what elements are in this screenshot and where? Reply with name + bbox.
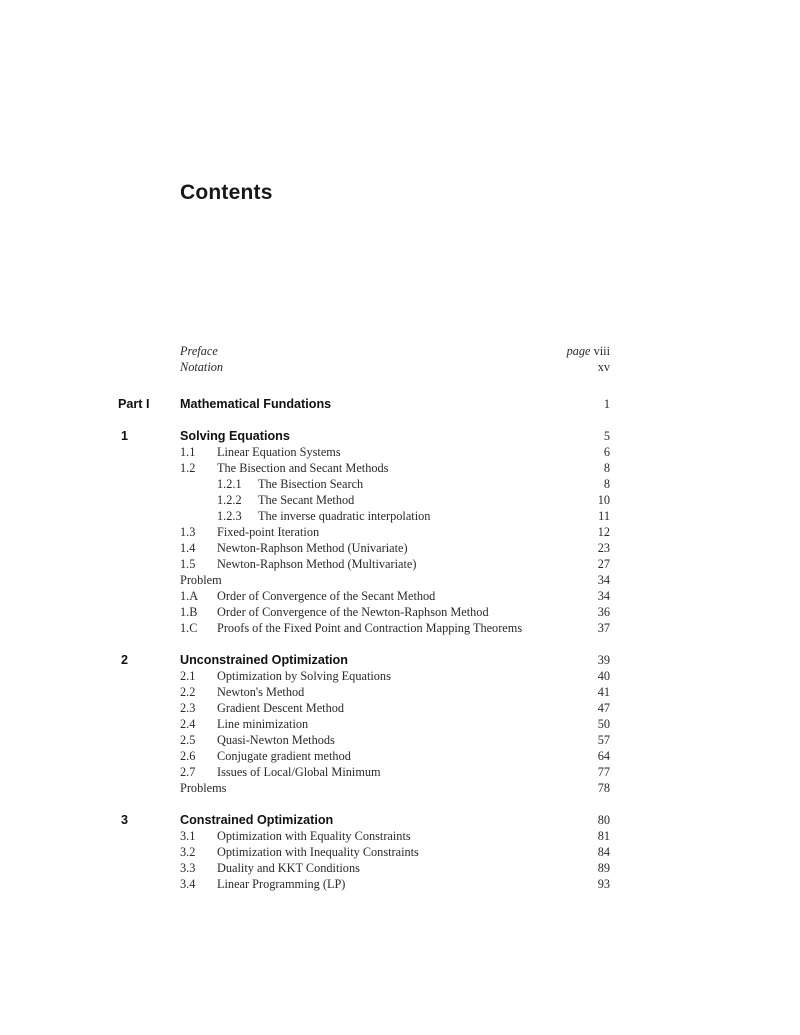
toc-section-row[interactable] xyxy=(118,556,610,572)
entry-label: Gradient Descent Method xyxy=(217,701,345,715)
page-number: 41 xyxy=(597,685,610,699)
entry-number: 1.B xyxy=(180,605,198,619)
toc-section-row[interactable] xyxy=(118,732,610,748)
page-number: 8 xyxy=(603,477,610,491)
page-number: 57 xyxy=(597,733,610,747)
toc-section-row[interactable] xyxy=(118,588,610,604)
chapter-title: Solving Equations xyxy=(180,429,290,443)
entry-label: Issues of Local/Global Minimum xyxy=(217,765,381,779)
entry-number: 3.2 xyxy=(180,845,196,859)
entry-label: Duality and KKT Conditions xyxy=(217,861,360,875)
page-number: 84 xyxy=(597,845,610,859)
toc-section-row[interactable] xyxy=(118,748,610,764)
toc-section-row[interactable] xyxy=(118,764,610,780)
entry-number: 2.7 xyxy=(180,765,196,779)
toc-part-row[interactable] xyxy=(118,396,610,412)
chapter-number: 1 xyxy=(121,429,129,443)
toc-section-row[interactable] xyxy=(118,700,610,716)
entry-label: Fixed-point Iteration xyxy=(217,525,320,539)
page-number: xv xyxy=(597,360,610,374)
part-label: Mathematical Fundations xyxy=(180,397,332,411)
entry-label: Line minimization xyxy=(217,717,309,731)
entry-label: The Bisection Search xyxy=(258,477,364,491)
page-number: 10 xyxy=(597,493,610,507)
toc-subsection-row[interactable] xyxy=(118,476,610,492)
page-number: 6 xyxy=(603,445,610,459)
toc-section-row[interactable] xyxy=(118,460,610,476)
entry-label: Newton-Raphson Method (Multivariate) xyxy=(217,557,417,571)
entry-number: 1.5 xyxy=(180,557,196,571)
entry-number: 1.2.2 xyxy=(217,493,242,507)
entry-label: Quasi-Newton Methods xyxy=(217,733,335,747)
page-number: 78 xyxy=(597,781,610,795)
page-number: 11 xyxy=(598,509,610,523)
entry-label: Optimization with Equality Constraints xyxy=(217,829,411,843)
chapter-title: Unconstrained Optimization xyxy=(180,653,348,667)
entry-label: The Bisection and Secant Methods xyxy=(217,461,389,475)
entry-label: Problem xyxy=(180,573,222,587)
front-matter-label: Preface xyxy=(180,344,218,358)
toc-subsection-row[interactable] xyxy=(118,492,610,508)
entry-number: 1.1 xyxy=(180,445,196,459)
entry-number: 2.4 xyxy=(180,717,196,731)
toc-chapter-row[interactable] xyxy=(118,428,610,444)
entry-label: Newton-Raphson Method (Univariate) xyxy=(217,541,408,555)
toc-section-row[interactable] xyxy=(118,620,610,636)
page-number: 77 xyxy=(597,765,610,779)
toc-section-row[interactable] xyxy=(118,860,610,876)
page-number: 36 xyxy=(597,605,610,619)
entry-number: 3.4 xyxy=(180,877,196,891)
toc-chapter-row[interactable] xyxy=(118,812,610,828)
chapter-title: Constrained Optimization xyxy=(180,813,334,827)
page-number: 81 xyxy=(597,829,610,843)
spacer-before-chapter xyxy=(118,412,610,428)
entry-number: 1.2 xyxy=(180,461,196,475)
entry-number: 1.4 xyxy=(180,541,196,555)
toc-section-row[interactable] xyxy=(118,444,610,460)
entry-label: The Secant Method xyxy=(258,493,355,507)
page-number: 27 xyxy=(597,557,610,571)
entry-label: Linear Programming (LP) xyxy=(217,877,346,891)
entry-label: Problems xyxy=(180,781,227,795)
front-matter-label: Notation xyxy=(180,360,224,374)
page-number: 89 xyxy=(597,861,610,875)
entry-label: Order of Convergence of the Newton-Raphson Method xyxy=(217,605,489,619)
toc-section-row[interactable] xyxy=(118,844,610,860)
toc-section-row[interactable] xyxy=(118,540,610,556)
entry-number: 1.2.1 xyxy=(217,477,242,491)
page-word-label: page xyxy=(566,344,594,358)
page-number: 1 xyxy=(603,397,610,411)
entry-number: 1.3 xyxy=(180,525,196,539)
page-number: 23 xyxy=(597,541,610,555)
entry-number: 3.1 xyxy=(180,829,196,843)
entry-label: Newton's Method xyxy=(217,685,305,699)
toc-subsection-row[interactable] xyxy=(118,508,610,524)
entry-number: 2.6 xyxy=(180,749,196,763)
page-number: 80 xyxy=(597,813,610,827)
toc-section-row[interactable] xyxy=(118,684,610,700)
page-number: 8 xyxy=(603,461,610,475)
chapter-number: 3 xyxy=(121,813,129,827)
entry-label: Conjugate gradient method xyxy=(217,749,351,763)
page-number: 37 xyxy=(597,621,610,635)
entry-label: Order of Convergence of the Secant Method xyxy=(217,589,436,603)
page-title: Contents xyxy=(180,181,273,204)
table-of-contents xyxy=(118,343,610,892)
toc-section-row[interactable] xyxy=(118,668,610,684)
toc-chapter-row[interactable] xyxy=(118,652,610,668)
toc-problem-row[interactable] xyxy=(118,572,610,588)
toc-section-row[interactable] xyxy=(118,524,610,540)
page-number: 93 xyxy=(597,877,610,891)
toc-section-row[interactable] xyxy=(118,828,610,844)
page-number: 47 xyxy=(597,701,610,715)
toc-section-row[interactable] xyxy=(118,876,610,892)
entry-label: Proofs of the Fixed Point and Contraction Mapping Theorems xyxy=(217,621,523,635)
page-number: 40 xyxy=(597,669,610,683)
spacer-before-part xyxy=(118,375,610,396)
page-number: page viii xyxy=(566,344,610,358)
entry-number: 1.C xyxy=(180,621,198,635)
spacer-before-chapter xyxy=(118,636,610,652)
entry-label: Optimization with Inequality Constraints xyxy=(217,845,419,859)
entry-number: 2.3 xyxy=(180,701,196,715)
entry-number: 3.3 xyxy=(180,861,196,875)
page-number: 12 xyxy=(597,525,610,539)
page-number: 39 xyxy=(597,653,610,667)
entry-number: 1.A xyxy=(180,589,199,603)
toc-front-matter-row[interactable] xyxy=(118,343,610,359)
part-number: Part I xyxy=(118,397,150,411)
page-number: 5 xyxy=(603,429,610,443)
entry-number: 2.1 xyxy=(180,669,196,683)
spacer-before-chapter xyxy=(118,796,610,812)
entry-label: Linear Equation Systems xyxy=(217,445,341,459)
page-number: 34 xyxy=(597,573,610,587)
toc-section-row[interactable] xyxy=(118,716,610,732)
page-number: 34 xyxy=(597,589,610,603)
entry-label: The inverse quadratic interpolation xyxy=(258,509,431,523)
entry-number: 2.2 xyxy=(180,685,196,699)
toc-problem-row[interactable] xyxy=(118,780,610,796)
entry-number: 2.5 xyxy=(180,733,196,747)
entry-label: Optimization by Solving Equations xyxy=(217,669,391,683)
entry-number: 1.2.3 xyxy=(217,509,242,523)
page-number: 64 xyxy=(597,749,610,763)
page-number: 50 xyxy=(597,717,610,731)
toc-section-row[interactable] xyxy=(118,604,610,620)
toc-front-matter-row[interactable] xyxy=(118,359,610,375)
chapter-number: 2 xyxy=(121,653,129,667)
